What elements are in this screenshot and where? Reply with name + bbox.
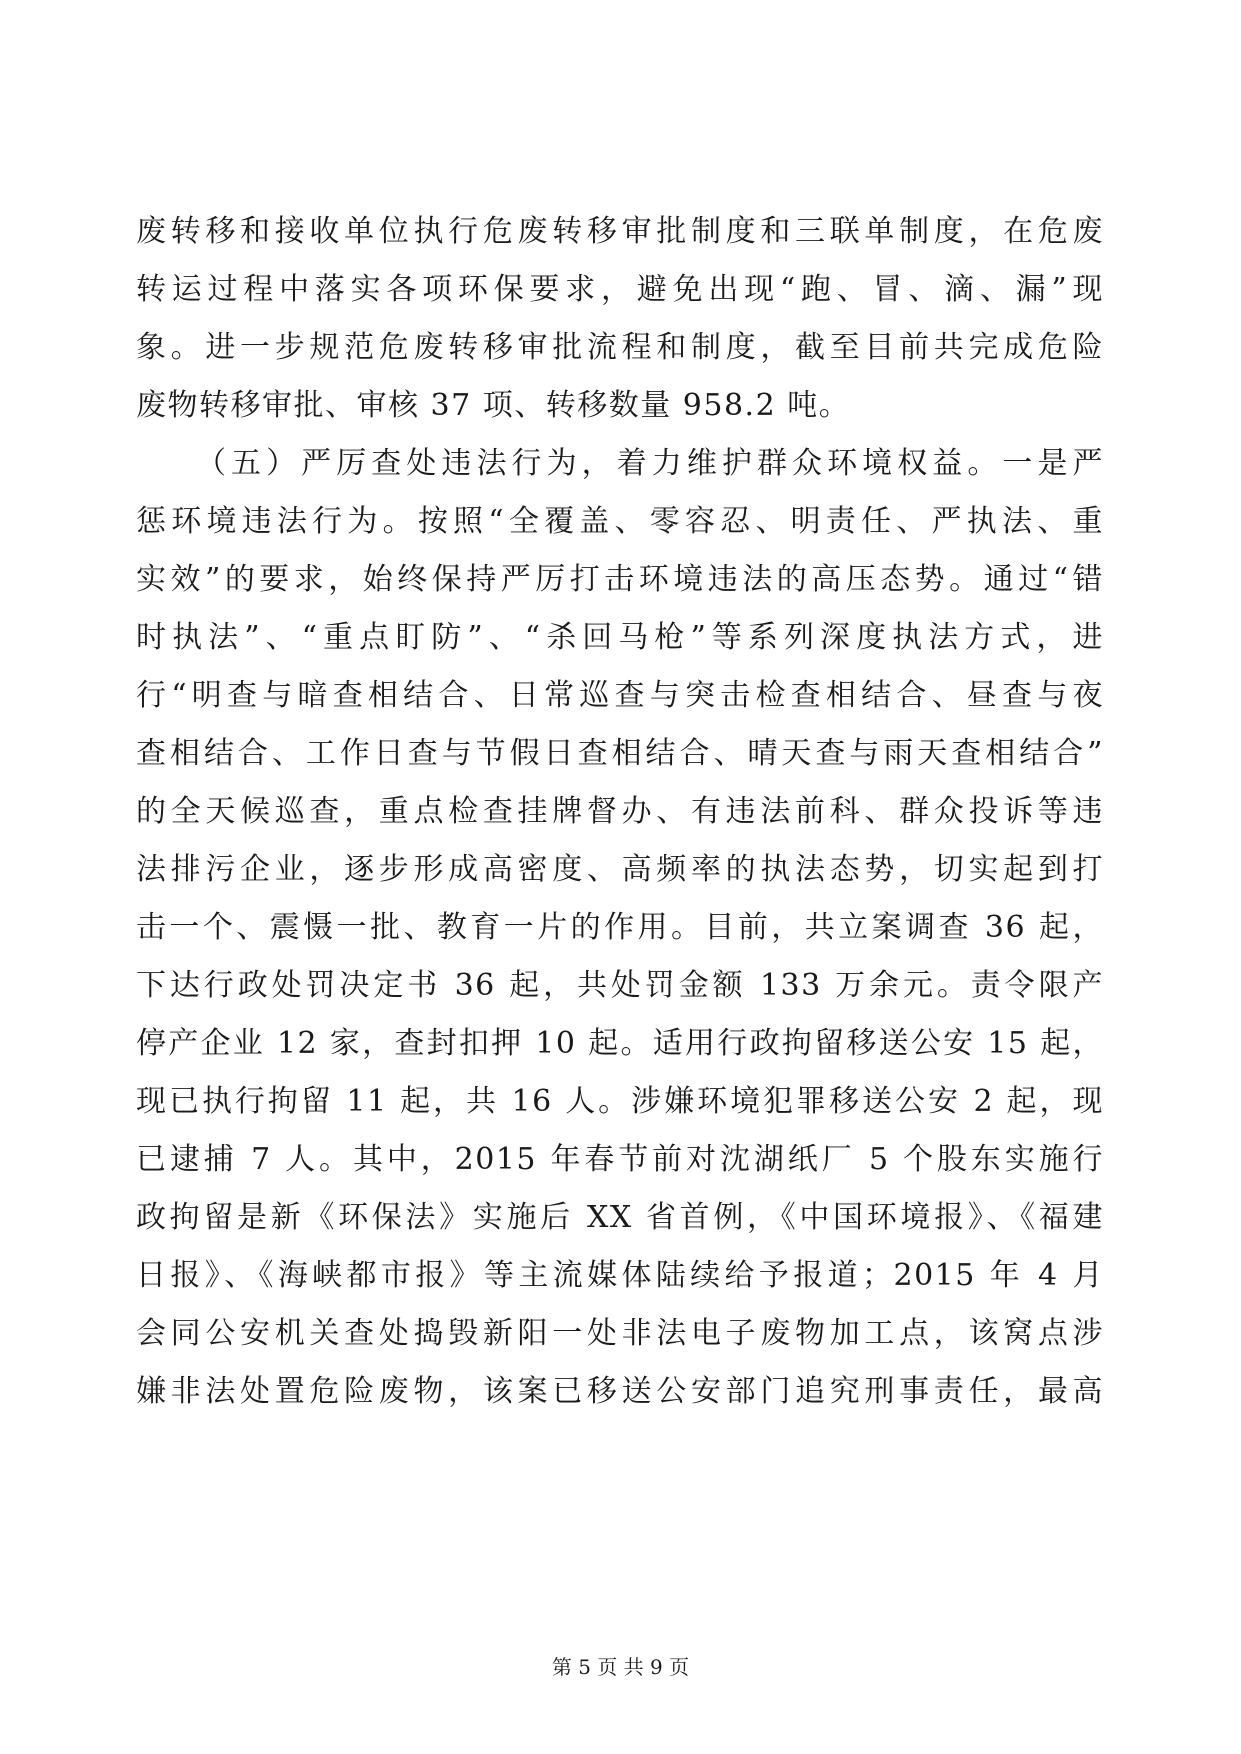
body-line: 转运过程中落实各项环保要求，避免出现“跑、冒、滴、漏”现 xyxy=(136,272,1104,307)
body-line: 查相结合、工作日查与节假日查相结合、晴天查与雨天查相结合” xyxy=(136,736,1104,771)
body-line: 废物转移审批、审核 37 项、转移数量 958.2 吨。 xyxy=(136,388,851,423)
page-footer: 第 5 页 共 9 页 xyxy=(551,1655,690,1679)
body-line: 下达行政处罚决定书 36 起，共处罚金额 133 万余元。责令限产 xyxy=(136,968,1104,1003)
body-line: 政拘留是新《环保法》实施后 XX 省首例，《中国环境报》、《福建 xyxy=(136,1200,1104,1235)
body-line: 法排污企业，逐步形成高密度、高频率的执法态势，切实起到打 xyxy=(136,852,1104,887)
body-line: 象。进一步规范危废转移审批流程和制度，截至目前共完成危险 xyxy=(136,330,1104,365)
body-line: 行“明查与暗查相结合、日常巡查与突击检查相结合、昼查与夜 xyxy=(136,678,1104,713)
body-line: 停产企业 12 家，查封扣押 10 起。适用行政拘留移送公安 15 起， xyxy=(136,1026,1104,1061)
body-line: 会同公安机关查处捣毁新阳一处非法电子废物加工点，该窝点涉 xyxy=(136,1316,1104,1351)
body-line: 嫌非法处置危险废物，该案已移送公安部门追究刑事责任，最高 xyxy=(136,1374,1104,1409)
body-line: 击一个、震慑一批、教育一片的作用。目前，共立案调查 36 起， xyxy=(136,910,1104,945)
body-line: 实效”的要求，始终保持严厉打击环境违法的高压态势。通过“错 xyxy=(136,562,1104,597)
body-line: 的全天候巡查，重点检查挂牌督办、有违法前科、群众投诉等违 xyxy=(136,794,1104,829)
body-line: 现已执行拘留 11 起，共 16 人。涉嫌环境犯罪移送公安 2 起，现 xyxy=(136,1084,1104,1119)
paragraph-first-line: （五）严厉查处违法行为，着力维护群众环境权益。一是严 xyxy=(196,446,1104,481)
body-line: 废转移和接收单位执行危废转移审批制度和三联单制度，在危废 xyxy=(136,214,1104,249)
body-line: 惩环境违法行为。按照“全覆盖、零容忍、明责任、严执法、重 xyxy=(136,504,1104,539)
body-line: 已逮捕 7 人。其中，2015 年春节前对沈湖纸厂 5 个股东实施行 xyxy=(136,1142,1104,1177)
body-line: 日报》、《海峡都市报》等主流媒体陆续给予报道；2015 年 4 月 xyxy=(136,1258,1104,1293)
body-line: 时执法”、“重点盯防”、“杀回马枪”等系列深度执法方式，进 xyxy=(136,620,1104,655)
